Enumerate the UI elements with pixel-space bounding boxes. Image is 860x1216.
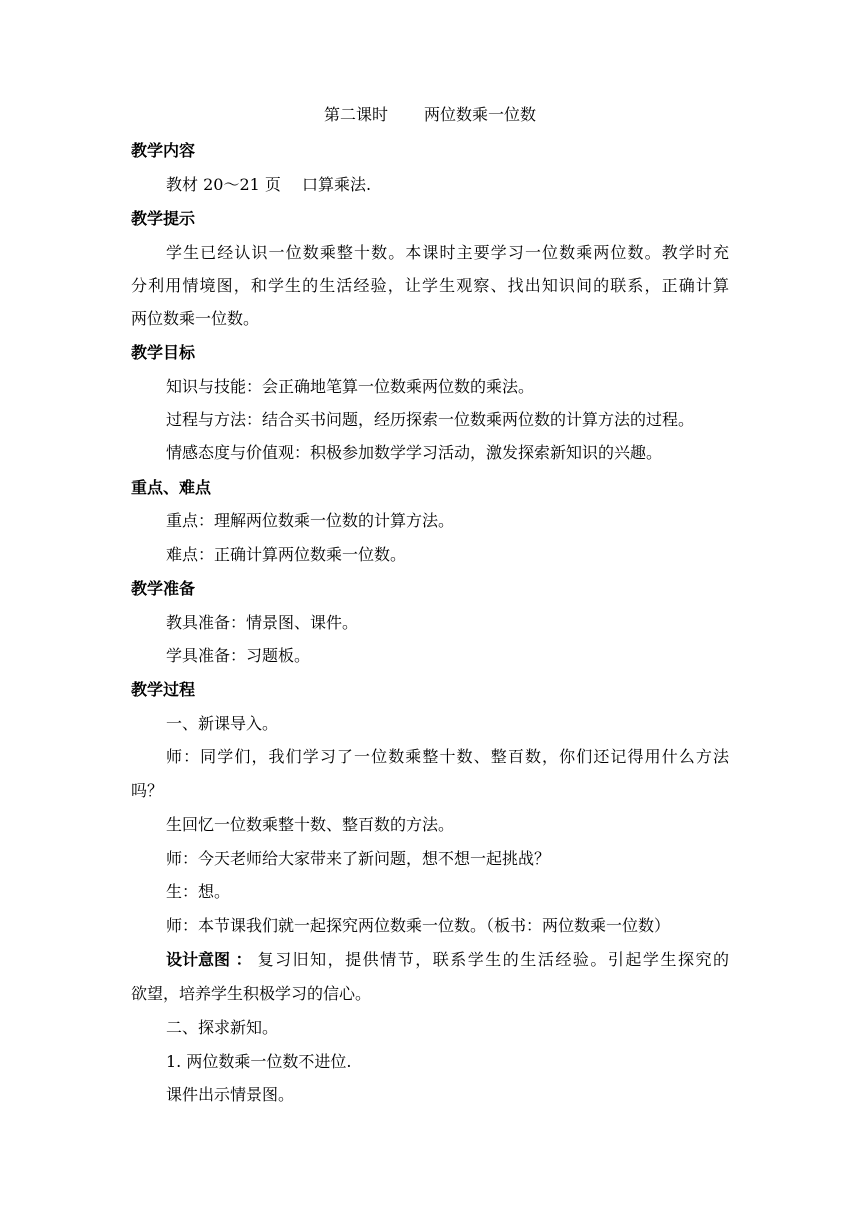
lesson-number: 第二课时	[323, 105, 388, 124]
process-line-4: 生回忆一位数乘整十数、整百数的方法。	[166, 815, 455, 834]
process-line-7: 师：本节课我们就一起探究两位数乘一位数。（板书：两位数乘一位数）	[166, 916, 671, 935]
tips-line-3: 两位数乘一位数。	[131, 309, 260, 328]
design-intent-label: 设计意图 ：	[166, 950, 252, 969]
keypoint-line-1: 重点：理解两位数乘一位数的计算方法。	[166, 511, 455, 530]
heading-teaching-content: 教学内容	[131, 141, 196, 160]
design-intent-line	[166, 950, 729, 970]
process-after-line-2: 1. 两位数乘一位数不进位.	[166, 1052, 352, 1071]
tips-line-2: 分利用情境图，和学生的生活经验，让学生观察、找出知识间的联系，正确计算	[131, 276, 729, 295]
prep-line-1: 教具准备：情景图、课件。	[166, 613, 359, 632]
process-after-line-1: 二、探求新知。	[166, 1018, 279, 1037]
heading-teaching-process: 教学过程	[131, 680, 196, 699]
heading-key-points: 重点、难点	[131, 478, 212, 497]
goal-line-3: 情感态度与价值观：积极参加数学学习活动，激发探索新知识的兴趣。	[166, 443, 663, 462]
tips-line-1: 学生已经认识一位数乘整十数。本课时主要学习一位数乘两位数。教学时充	[166, 243, 729, 262]
process-line-3: 吗？	[131, 781, 164, 800]
page-title	[0, 105, 860, 125]
keypoint-line-2: 难点：正确计算两位数乘一位数。	[166, 545, 407, 564]
process-after-line-3: 课件出示情景图。	[166, 1085, 295, 1104]
heading-teaching-prep: 教学准备	[131, 579, 196, 598]
process-line-6: 生：想。	[166, 882, 231, 901]
heading-teaching-goals: 教学目标	[131, 343, 196, 362]
goal-line-1: 知识与技能：会正确地笔算一位数乘两位数的乘法。	[166, 377, 535, 396]
heading-teaching-tips: 教学提示	[131, 209, 196, 228]
process-line-2: 师：同学们，我们学习了一位数乘整十数、整百数，你们还记得用什么方法	[166, 747, 729, 766]
lesson-topic: 两位数乘一位数	[424, 105, 537, 124]
process-line-5: 师：今天老师给大家带来了新问题，想不想一起挑战？	[166, 849, 551, 868]
design-intent-cont: 欲望，培养学生积极学习的信心。	[131, 984, 372, 1003]
content-line: 教材 20～21 页 口算乘法.	[166, 175, 372, 194]
design-intent-text: 复习旧知，提供情节，联系学生的生活经验。引起学生探究的	[257, 950, 729, 969]
goal-line-2: 过程与方法：结合买书问题，经历探索一位数乘两位数的计算方法的过程。	[166, 410, 695, 429]
process-line-1: 一、新课导入。	[166, 714, 279, 733]
prep-line-2: 学具准备：习题板。	[166, 646, 311, 665]
